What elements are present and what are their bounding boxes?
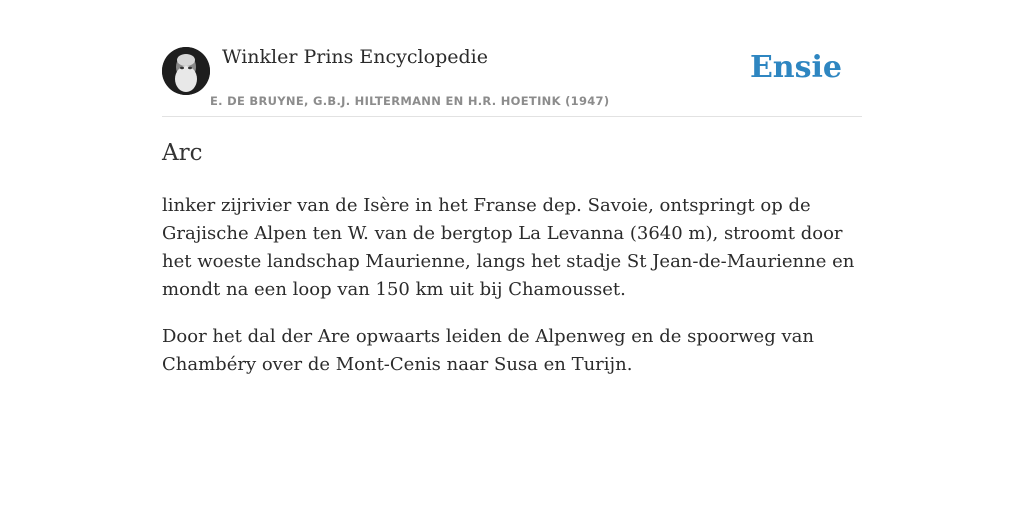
article-title: Arc: [162, 140, 203, 166]
article-paragraph: Door het dal der Are opwaarts leiden de Alpenweg en de spoorweg van Chambéry over de Mont-Cenis naar Susa en Turijn.: [162, 326, 814, 375]
article-body: [162, 192, 862, 398]
source-authors: E. DE BRUYNE, G.B.J. HILTERMANN EN H.R. HOETINK (1947): [210, 94, 610, 108]
source-title[interactable]: Winkler Prins Encyclopedie: [222, 46, 488, 68]
article-paragraph: linker zijrivier van de Isère in het Franse dep. Savoie, ontspringt op de Grajische Alpen ten W. van de bergtop La Levanna (3640 m), stroomt door het woeste landschap Maurienne, langs het stadje St Jean-de-Maurienne en mondt na een loop van 150 km uit bij Chamousset.: [162, 195, 855, 300]
ensie-logo-link[interactable]: Ensie: [749, 50, 842, 85]
source-header: [162, 44, 862, 117]
portrait-avatar-icon: [162, 47, 210, 95]
